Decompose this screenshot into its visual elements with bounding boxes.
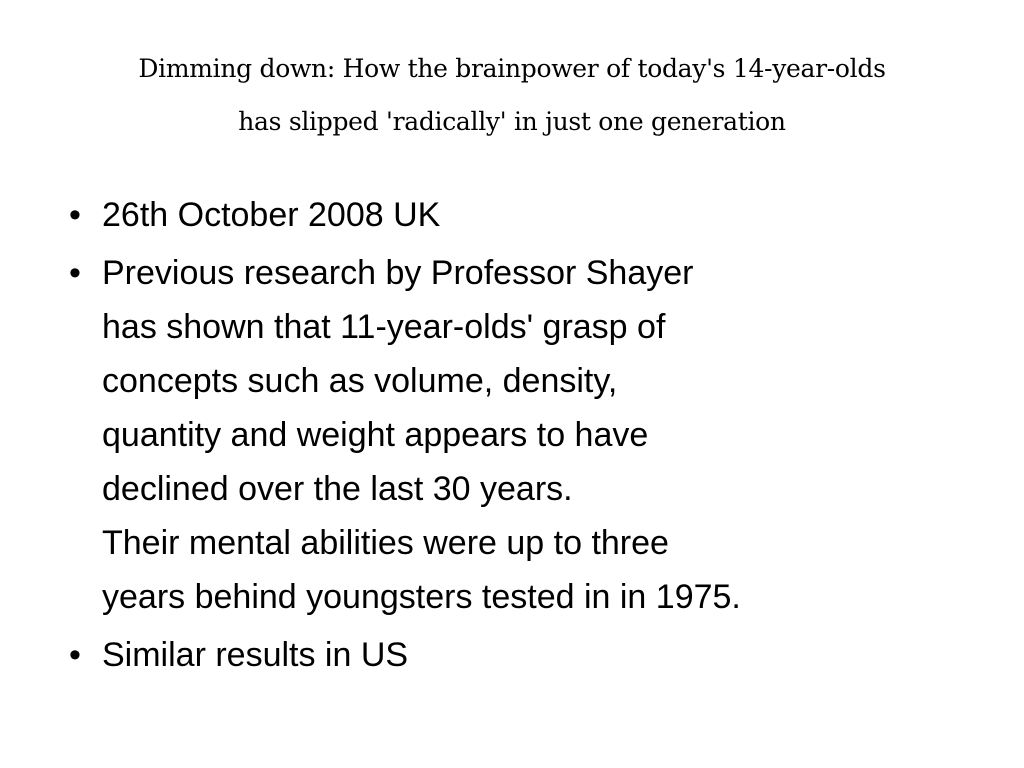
bullet-item-research	[60, 246, 980, 624]
bullet-line: quantity and weight appears to have	[102, 416, 649, 454]
bullet-item-date	[60, 188, 980, 242]
bullet-text	[102, 628, 980, 682]
bullet-text	[102, 188, 980, 242]
slide-title-line-1: Dimming down: How the brainpower of today's 14-year-olds	[138, 54, 886, 83]
bullet-item-us-results	[60, 628, 980, 682]
bullet-line: has shown that 11-year-olds' grasp of	[102, 308, 666, 346]
bullet-marker: •	[69, 254, 81, 292]
bullet-marker: •	[69, 636, 81, 674]
slide-title-line-2: has slipped 'radically' in just one generation	[238, 107, 786, 136]
bullet-list	[60, 188, 980, 686]
bullet-line: Previous research by Professor Shayer	[102, 254, 694, 292]
bullet-marker: •	[69, 196, 81, 234]
slide-title	[60, 42, 964, 148]
bullet-line: Similar results in US	[102, 636, 409, 674]
bullet-line: declined over the last 30 years.	[102, 470, 573, 508]
bullet-text	[102, 246, 980, 624]
bullet-line: concepts such as volume, density,	[102, 362, 618, 400]
bullet-line: Their mental abilities were up to three	[102, 524, 669, 562]
bullet-line: 26th October 2008 UK	[102, 196, 441, 234]
bullet-line: years behind youngsters tested in in 1975.	[102, 578, 741, 616]
